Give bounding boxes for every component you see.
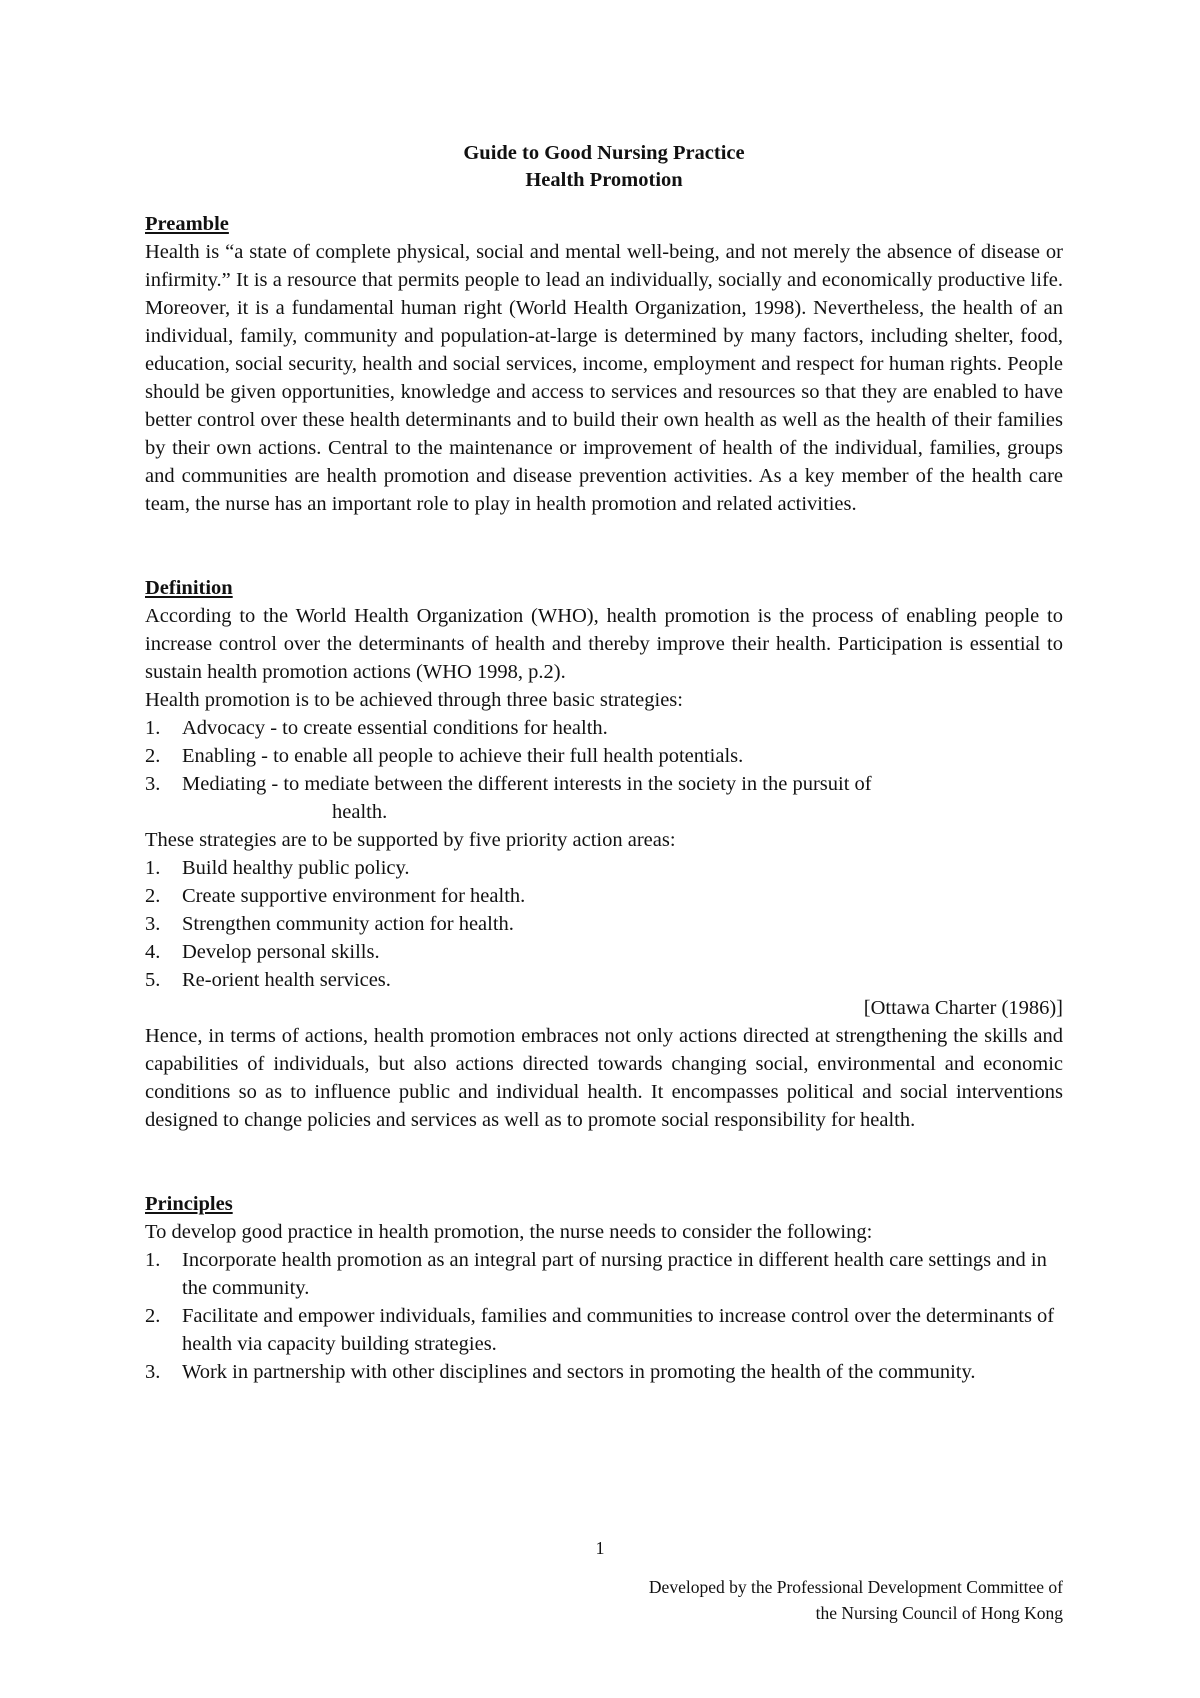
footer: [649, 1574, 1063, 1626]
strategies-intro: Health promotion is to be achieved through three basic strategies:: [145, 689, 683, 711]
list-item: [145, 770, 1063, 826]
list-item: [145, 1246, 1063, 1302]
footer-line-1: Developed by the Professional Development Committee of: [648, 1577, 1063, 1597]
list-number: 3.: [145, 913, 161, 935]
document-page: [145, 140, 1063, 1386]
definition-closing: Hence, in terms of actions, health promotion embraces not only actions directed at strengthening the skills and capabilities of individuals, but also actions directed towards changing social, environmental and economic conditions so as to influence public and individual health. It encompasses political and social interventions designed to change policies and services as well as to promote social responsibility for health.: [145, 1025, 1063, 1131]
list-item: [145, 742, 1063, 770]
list-text: Advocacy - to create essential conditions for health.: [182, 717, 608, 739]
strategies-list: [145, 714, 1063, 826]
preamble-text: Health is “a state of complete physical, social and mental well-being, and not merely the absence of disease or infirmity.” It is a resource that permits people to lead an individually, socially and economically productive life. Moreover, it is a fundamental human right (World Health Organization, 1998). Nevertheless, the health of an individual, family, community and population-at-large is determined by many factors, including shelter, food, education, social security, health and social services, income, employment and respect for human rights. People should be given opportunities, knowledge and access to services and resources so that they are enabled to have better control over these health determinants and to build their own health as well as the health of their families by their own actions. Central to the maintenance or improvement of health of the individual, families, groups and communities are health promotion and disease prevention activities. As a key member of the health care team, the nurse has an important role to play in health promotion and related activities.: [145, 241, 1063, 515]
list-text: Strengthen community action for health.: [182, 913, 514, 935]
areas-intro: These strategies are to be supported by five priority action areas:: [145, 829, 676, 851]
list-item: [145, 1302, 1063, 1358]
list-number: 5.: [145, 969, 161, 991]
list-text: Facilitate and empower individuals, families and communities to increase control over the determinants of health via capacity building strategies.: [182, 1305, 1055, 1355]
definition-heading: Definition: [145, 577, 233, 599]
list-item: [145, 910, 1063, 938]
list-item: [145, 938, 1063, 966]
areas-list: [145, 854, 1063, 994]
list-text: Build healthy public policy.: [182, 857, 410, 879]
principles-intro: To develop good practice in health promotion, the nurse needs to consider the following:: [145, 1221, 873, 1243]
citation: [Ottawa Charter (1986)]: [863, 997, 1063, 1019]
list-number: 1.: [145, 1249, 161, 1271]
footer-line-2: the Nursing Council of Hong Kong: [815, 1603, 1063, 1623]
document-subtitle: Health Promotion: [525, 169, 683, 191]
document-title: Guide to Good Nursing Practice: [463, 142, 745, 164]
list-number: 2.: [145, 885, 161, 907]
definition-intro: According to the World Health Organization (WHO), health promotion is the process of enabling people to increase control over the determinants of health and thereby improve their health. Participation is essential to sustain health promotion actions (WHO 1998, p.2).: [145, 605, 1063, 683]
list-text: Re-orient health services.: [182, 969, 391, 991]
list-item: [145, 714, 1063, 742]
principles-heading: Principles: [145, 1193, 233, 1215]
page-number: 1: [595, 1538, 605, 1558]
list-number: 2.: [145, 745, 161, 767]
preamble-heading: Preamble: [145, 213, 229, 235]
list-item: [145, 882, 1063, 910]
definition-section: [145, 574, 1063, 1134]
list-text: Enabling - to enable all people to achieve their full health potentials.: [182, 745, 744, 767]
principles-section: [145, 1190, 1063, 1386]
principles-list: [145, 1246, 1063, 1386]
preamble-section: [145, 210, 1063, 518]
list-number: 4.: [145, 941, 161, 963]
list-number: 3.: [145, 773, 161, 795]
list-number: 2.: [145, 1305, 161, 1327]
list-text: Create supportive environment for health.: [182, 885, 526, 907]
list-text: Mediating - to mediate between the different interests in the society in the pursuit of: [182, 773, 872, 795]
list-text: Develop personal skills.: [182, 941, 380, 963]
list-text: Work in partnership with other disciplines and sectors in promoting the health of the community.: [182, 1361, 976, 1383]
list-item: [145, 854, 1063, 882]
list-number: 1.: [145, 717, 161, 739]
list-text-continuation: health.: [332, 801, 388, 823]
list-number: 3.: [145, 1361, 161, 1383]
list-text: Incorporate health promotion as an integral part of nursing practice in different health care settings and in the community.: [182, 1249, 1047, 1299]
list-number: 1.: [145, 857, 161, 879]
list-item: [145, 966, 1063, 994]
list-item: [145, 1358, 1063, 1386]
